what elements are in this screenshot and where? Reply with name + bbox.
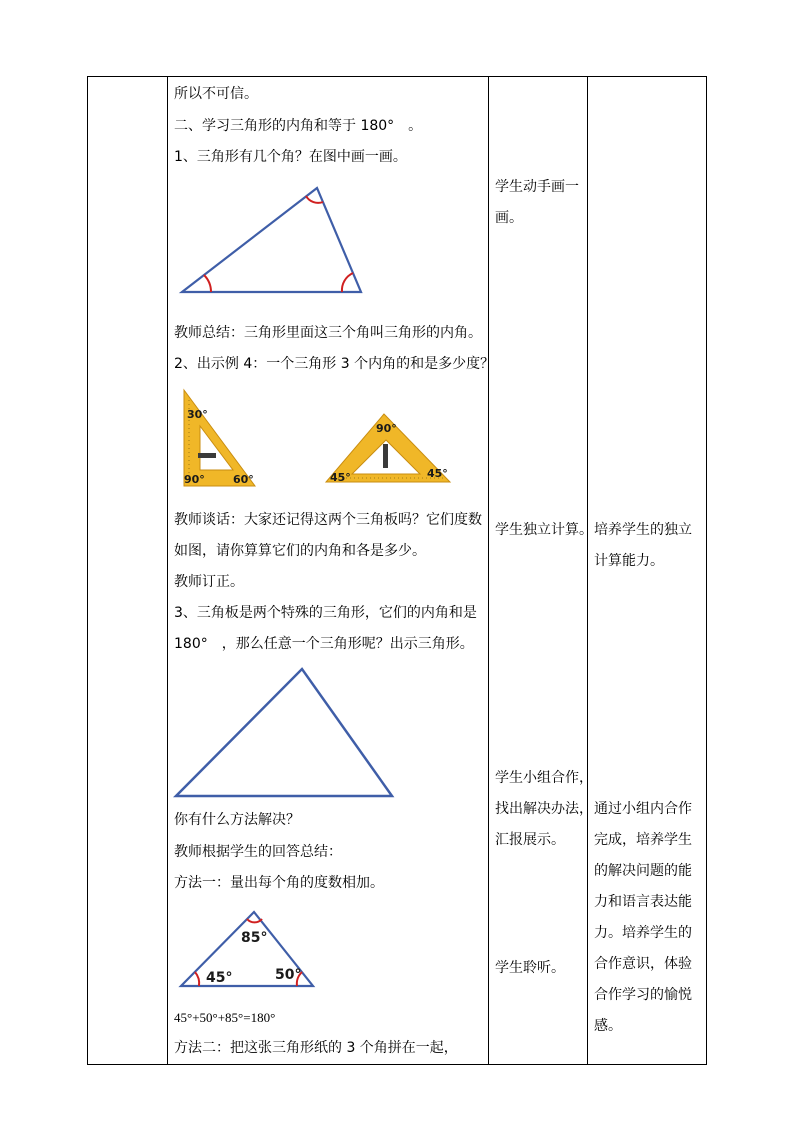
- content-line: 教师总结：三角形里面这三个角叫三角形的内角。: [174, 325, 482, 341]
- content-line: 教师谈话：大家还记得这两个三角板吗？它们度数: [174, 512, 482, 528]
- design-intent: 感。: [594, 1018, 622, 1034]
- content-line: 教师订正。: [174, 574, 244, 590]
- content-line: 方法二：把这张三角形纸的 3 个角拼在一起，: [174, 1040, 458, 1056]
- student-activity: 学生小组合作，: [495, 770, 593, 786]
- design-intent: 力和语言表达能: [594, 894, 692, 910]
- student-activity: 画。: [495, 210, 523, 226]
- design-intent: 合作学习的愉悦: [594, 987, 692, 1003]
- content-line: 如图，请你算算它们的内角和各是多少。: [174, 543, 426, 559]
- angle-label: 45°: [427, 467, 448, 480]
- measured-triangle: [181, 912, 313, 986]
- design-intent: 培养学生的独立: [594, 522, 692, 538]
- angle-label: 85°: [241, 930, 268, 946]
- content-line: 3、三角板是两个特殊的三角形，它们的内角和是: [174, 605, 477, 621]
- angle-label: 60°: [233, 473, 254, 486]
- student-activity: 汇报展示。: [495, 832, 565, 848]
- angle-label: 45°: [206, 970, 233, 986]
- arbitrary-triangle: [176, 669, 392, 796]
- content-line: 1、三角形有几个角？在图中画一画。: [174, 149, 407, 165]
- student-activity: 找出解决办法，: [495, 801, 593, 817]
- design-intent: 的解决问题的能: [594, 863, 692, 879]
- set-square-30-60-90: [184, 390, 255, 486]
- equation-line: 45°+50°+85°=180°: [174, 1010, 276, 1025]
- angle-label: 50°: [275, 967, 302, 983]
- student-activity: 学生动手画一: [495, 179, 579, 195]
- design-intent: 完成，培养学生: [594, 832, 692, 848]
- student-activity: 学生独立计算。: [495, 522, 593, 538]
- angle-label: 90°: [376, 422, 397, 435]
- content-line: 教师根据学生的回答总结：: [174, 844, 342, 860]
- design-intent: 合作意识，体验: [594, 956, 692, 972]
- triangle-with-angle-marks: [182, 188, 361, 292]
- content-line: 方法一：量出每个角的度数相加。: [174, 875, 384, 891]
- design-intent: 力。培养学生的: [594, 925, 692, 941]
- student-activity: 学生聆听。: [495, 960, 565, 976]
- design-intent: 计算能力。: [594, 553, 664, 569]
- content-line: 所以不可信。: [174, 86, 258, 102]
- angle-label: 45°: [330, 471, 351, 484]
- design-intent: 通过小组内合作: [594, 801, 692, 817]
- content-line: 你有什么方法解决？: [174, 812, 300, 828]
- content-line: 2、出示例 4：一个三角形 3 个内角的和是多少度？: [174, 356, 495, 372]
- angle-label: 30°: [187, 408, 208, 421]
- angle-label: 90°: [184, 473, 205, 486]
- content-line: 180° ，那么任意一个三角形呢？出示三角形。: [174, 636, 474, 652]
- set-square-45-45-90: [326, 414, 450, 484]
- section-heading: 二、学习三角形的内角和等于 180° 。: [174, 118, 423, 134]
